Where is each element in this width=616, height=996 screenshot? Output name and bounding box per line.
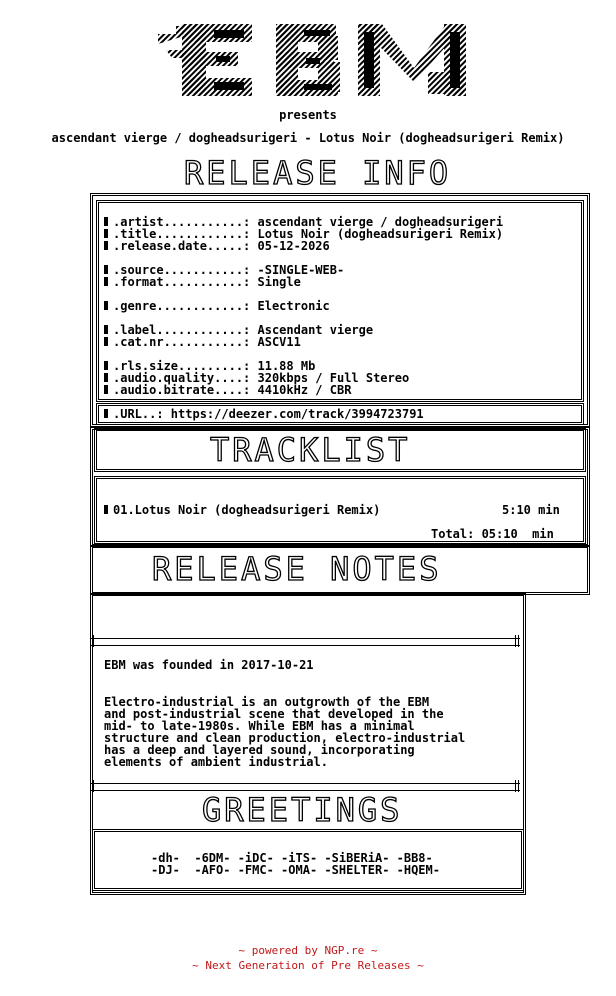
notes-line: mid- to late-1980s. While EBM has a minimal [104, 719, 415, 733]
greetings-row-1: -dh- -6DM- -iDC- -iTS- -SiBERiA- -BB8- [151, 851, 433, 865]
notes-line: structure and clean production, electro-industrial [104, 731, 466, 745]
release-notes-title: RELEASE NOTES [152, 550, 442, 588]
ebm-logo-graphic [158, 22, 468, 100]
info-rls-size: .rls.size.........: 11.88 Mb [104, 360, 315, 372]
url-link[interactable]: .URL..: https://deezer.com/track/3994723791 [113, 407, 424, 421]
bullet-icon [104, 409, 108, 418]
notes-line: Electro-industrial is an outgrowth of the EBM [104, 695, 430, 709]
tracklist-title: TRACKLIST [210, 431, 411, 469]
bullet-icon [104, 361, 108, 370]
notes-line: has a deep and layered sound, incorporating [104, 743, 415, 757]
greetings-row-2: -DJ- -AFO- -FMC- -OMA- -SHELTER- -HQEM- [151, 863, 440, 877]
bullet-icon [104, 265, 108, 274]
footer-tagline: ~ Next Generation of Pre Releases ~ [192, 959, 424, 972]
info-source: .source...........: -SINGLE-WEB- [104, 264, 344, 276]
info-genre: .genre............: Electronic [104, 300, 330, 312]
release-info-title: RELEASE INFO [184, 154, 452, 192]
ebm-logo [158, 22, 468, 104]
info-audio-bitrate: .audio.bitrate....: 4410kHz / CBR [104, 384, 351, 396]
track-row [104, 504, 380, 516]
track-title: 01.Lotus Noir (dogheadsurigeri Remix) [113, 503, 381, 517]
rule-cap [90, 635, 91, 647]
track-duration: 5:10 min [502, 503, 560, 517]
info-artist: .artist...........: ascendant vierge / dogheadsurigeri [104, 216, 503, 228]
bullet-icon [104, 337, 108, 346]
release-headline: ascendant vierge / dogheadsurigeri - Lotus Noir (dogheadsurigeri Remix) [51, 131, 565, 145]
rule-cap [90, 780, 91, 792]
notes-top-rule [90, 638, 520, 646]
info-url[interactable] [104, 408, 424, 420]
rule-cap [518, 780, 519, 792]
info-title: .title............: Lotus Noir (dogheadsurigeri Remix) [104, 228, 503, 240]
bullet-icon [104, 505, 108, 514]
tracklist-total: Total: 05:10 min [431, 527, 554, 541]
rule-cap [515, 635, 516, 647]
info-audio-quality: .audio.quality....: 320kbps / Full Stereo [104, 372, 409, 384]
notes-founded: EBM was founded in 2017-10-21 [104, 658, 314, 672]
bullet-icon [104, 217, 108, 226]
bullet-icon [104, 229, 108, 238]
info-cat-nr: .cat.nr...........: ASCV11 [104, 336, 301, 348]
bullet-icon [104, 373, 108, 382]
bullet-icon [104, 325, 108, 334]
bullet-icon [104, 385, 108, 394]
notes-bottom-rule [90, 783, 520, 791]
rule-cap [93, 780, 94, 792]
bullet-icon [104, 241, 108, 250]
notes-line: elements of ambient industrial. [104, 755, 328, 769]
greetings-title: GREETINGS [202, 791, 403, 829]
footer-powered-by: ~ powered by NGP.re ~ [238, 944, 378, 957]
bullet-icon [104, 301, 108, 310]
info-label: .label............: Ascendant vierge [104, 324, 373, 336]
info-format: .format...........: Single [104, 276, 301, 288]
info-release-date: .release.date.....: 05-12-2026 [104, 240, 330, 252]
presents-label: presents [279, 108, 337, 122]
notes-line: and post-industrial scene that developed in the [104, 707, 444, 721]
rule-cap [518, 635, 519, 647]
bullet-icon [104, 277, 108, 286]
rule-cap [515, 780, 516, 792]
rule-cap [93, 635, 94, 647]
